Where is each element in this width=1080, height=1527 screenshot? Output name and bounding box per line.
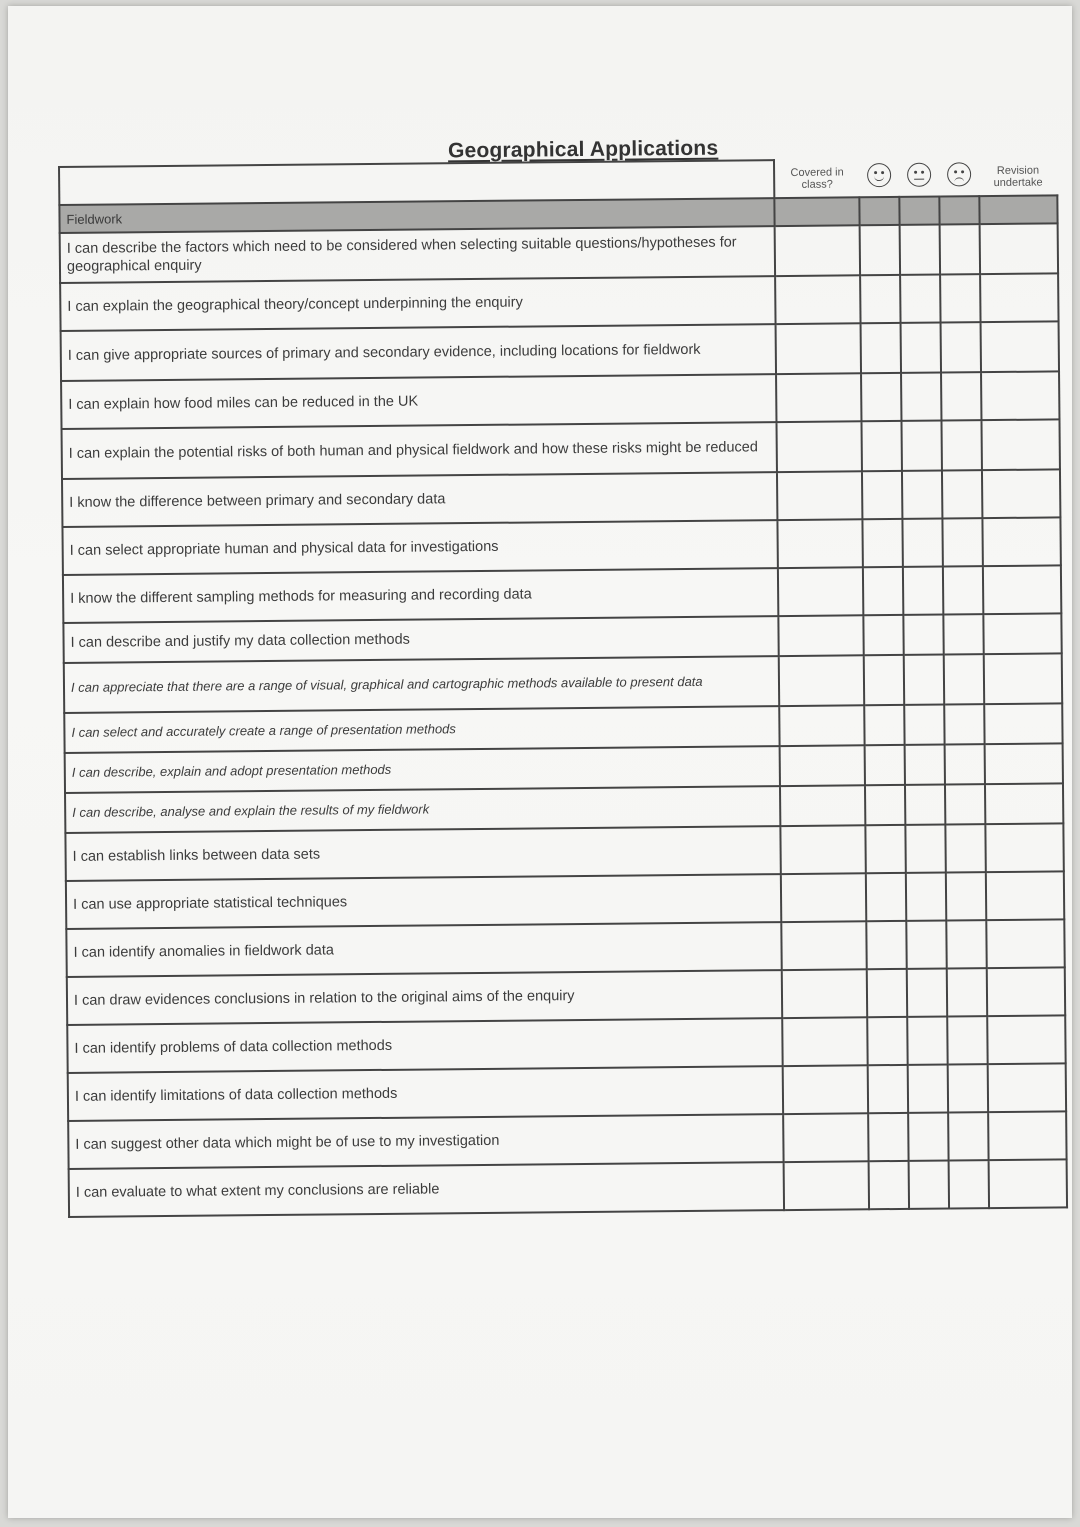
confident-checkbox-cell[interactable] bbox=[865, 825, 906, 873]
page-title: Geographical Applications bbox=[447, 136, 719, 163]
section-cell bbox=[899, 197, 939, 225]
covered-checkbox-cell[interactable] bbox=[779, 655, 864, 706]
not-confident-checkbox-cell[interactable] bbox=[946, 968, 987, 1016]
sad-face-header bbox=[939, 158, 979, 196]
unsure-checkbox-cell[interactable] bbox=[902, 519, 943, 567]
section-label: Fieldwork bbox=[59, 198, 775, 233]
covered-checkbox-cell[interactable] bbox=[776, 373, 861, 422]
statement-text: I can suggest other data which might be of use to my investigation bbox=[68, 1114, 784, 1169]
confident-checkbox-cell[interactable] bbox=[863, 655, 904, 705]
statement-text: I can describe, explain and adopt presentation methods bbox=[65, 746, 781, 793]
covered-checkbox-cell[interactable] bbox=[784, 1113, 869, 1162]
confident-checkbox-cell[interactable] bbox=[861, 373, 902, 421]
confident-checkbox-cell[interactable] bbox=[866, 921, 907, 969]
smiley-face-icon bbox=[867, 163, 891, 187]
statement-text: I can use appropriate statistical techniques bbox=[66, 874, 782, 929]
revision-checkbox-cell[interactable] bbox=[988, 1159, 1067, 1208]
confident-checkbox-cell[interactable] bbox=[862, 471, 903, 519]
statement-text: I can describe, analyse and explain the results of my fieldwork bbox=[65, 786, 781, 833]
covered-checkbox-cell[interactable] bbox=[780, 705, 865, 746]
unsure-checkbox-cell[interactable] bbox=[903, 567, 944, 615]
revision-checkbox-cell[interactable] bbox=[984, 743, 1063, 784]
covered-checkbox-cell[interactable] bbox=[777, 421, 862, 472]
statement-text: I can identify problems of data collection methods bbox=[67, 1018, 783, 1073]
revision-checkbox-cell[interactable] bbox=[987, 1063, 1066, 1112]
statement-text: I can give appropriate sources of primary and secondary evidence, including locations for fieldwork bbox=[61, 324, 777, 381]
covered-checkbox-cell[interactable] bbox=[780, 785, 865, 826]
statement-text: I can evaluate to what extent my conclusions are reliable bbox=[69, 1162, 785, 1217]
revision-checkbox-cell[interactable] bbox=[986, 919, 1065, 968]
not-confident-checkbox-cell[interactable] bbox=[943, 566, 984, 614]
unsure-checkbox-cell[interactable] bbox=[907, 1065, 948, 1113]
statement-text: I can describe the factors which need to be considered when selecting suitable questions/hypotheses for geographical enquiry bbox=[60, 226, 776, 283]
confident-checkbox-cell[interactable] bbox=[866, 969, 907, 1017]
worksheet-page bbox=[8, 6, 1072, 1518]
statement-text: I know the difference between primary and secondary data bbox=[62, 472, 778, 527]
statement-text: I can explain how food miles can be reduced in the UK bbox=[61, 374, 777, 429]
confident-checkbox-cell[interactable] bbox=[867, 1017, 908, 1065]
revision-checkbox-cell[interactable] bbox=[986, 871, 1065, 920]
statement-text: I know the different sampling methods for measuring and recording data bbox=[63, 568, 779, 623]
covered-checkbox-cell[interactable] bbox=[779, 615, 864, 656]
covered-checkbox-cell[interactable] bbox=[783, 1017, 868, 1066]
covered-checkbox-cell[interactable] bbox=[776, 323, 861, 374]
revision-checkbox-cell[interactable] bbox=[985, 783, 1064, 824]
not-confident-checkbox-cell[interactable] bbox=[948, 1160, 989, 1208]
unsure-checkbox-cell[interactable] bbox=[900, 275, 941, 323]
confident-checkbox-cell[interactable] bbox=[868, 1161, 909, 1209]
section-cell bbox=[939, 196, 979, 224]
covered-checkbox-cell[interactable] bbox=[780, 745, 865, 786]
neutral-face-header bbox=[899, 159, 939, 197]
not-confident-checkbox-cell[interactable] bbox=[939, 224, 980, 274]
unsure-checkbox-cell[interactable] bbox=[905, 825, 946, 873]
confident-checkbox-cell[interactable] bbox=[860, 323, 901, 373]
not-confident-checkbox-cell[interactable] bbox=[945, 824, 986, 872]
revision-checkbox-cell[interactable] bbox=[979, 223, 1058, 274]
section-cell bbox=[979, 195, 1057, 224]
smiley-face-header bbox=[859, 159, 899, 197]
confident-checkbox-cell[interactable] bbox=[861, 421, 902, 471]
unsure-checkbox-cell[interactable] bbox=[908, 1160, 949, 1208]
not-confident-checkbox-cell[interactable] bbox=[942, 470, 983, 518]
statement-text: I can appreciate that there are a range of visual, graphical and cartographic methods available to present data bbox=[64, 656, 780, 713]
covered-checkbox-cell[interactable] bbox=[783, 1065, 868, 1114]
not-confident-checkbox-cell[interactable] bbox=[947, 1064, 988, 1112]
revision-checkbox-cell[interactable] bbox=[983, 613, 1062, 654]
sad-face-icon bbox=[947, 162, 971, 186]
revision-checkbox-cell[interactable] bbox=[980, 321, 1059, 372]
unsure-checkbox-cell[interactable] bbox=[906, 969, 947, 1017]
revision-checkbox-cell[interactable] bbox=[983, 565, 1062, 614]
confident-checkbox-cell[interactable] bbox=[864, 705, 904, 745]
unsure-checkbox-cell[interactable] bbox=[900, 323, 941, 373]
covered-checkbox-cell[interactable] bbox=[777, 471, 862, 520]
revision-checkbox-cell[interactable] bbox=[987, 967, 1066, 1016]
not-confident-checkbox-cell[interactable] bbox=[943, 654, 984, 704]
unsure-checkbox-cell[interactable] bbox=[903, 655, 944, 705]
unsure-checkbox-cell[interactable] bbox=[905, 785, 945, 825]
confident-checkbox-cell[interactable] bbox=[865, 785, 905, 825]
confident-checkbox-cell[interactable] bbox=[868, 1113, 909, 1161]
confident-checkbox-cell[interactable] bbox=[867, 1065, 908, 1113]
not-confident-checkbox-cell[interactable] bbox=[946, 872, 987, 920]
not-confident-checkbox-cell[interactable] bbox=[940, 274, 981, 322]
unsure-checkbox-cell[interactable] bbox=[904, 745, 944, 785]
confident-checkbox-cell[interactable] bbox=[865, 873, 906, 921]
covered-in-class-header: Covered in class? bbox=[790, 165, 844, 191]
revision-undertaken-header: Revision undertake bbox=[993, 164, 1043, 189]
section-cell bbox=[859, 197, 899, 225]
not-confident-checkbox-cell[interactable] bbox=[944, 704, 984, 744]
unsure-checkbox-cell[interactable] bbox=[902, 471, 943, 519]
revision-checkbox-cell[interactable] bbox=[985, 823, 1064, 872]
checklist-table bbox=[58, 156, 1068, 1218]
unsure-checkbox-cell[interactable] bbox=[906, 921, 947, 969]
not-confident-checkbox-cell[interactable] bbox=[940, 322, 981, 372]
statement-text: I can draw evidences conclusions in relation to the original aims of the enquiry bbox=[67, 970, 783, 1025]
section-cell bbox=[775, 197, 859, 226]
confident-checkbox-cell[interactable] bbox=[860, 275, 901, 323]
statement-text: I can identify limitations of data collection methods bbox=[68, 1066, 784, 1121]
statement-text: I can select appropriate human and physical data for investigations bbox=[62, 520, 778, 575]
statement-text: I can explain the potential risks of both human and physical fieldwork and how these risks might be reduced bbox=[62, 422, 778, 479]
statement-text: I can describe and justify my data collection methods bbox=[63, 616, 779, 663]
covered-checkbox-cell[interactable] bbox=[782, 921, 867, 970]
statement-text: I can explain the geographical theory/concept underpinning the enquiry bbox=[60, 276, 776, 331]
revision-checkbox-cell[interactable] bbox=[987, 1015, 1066, 1064]
unsure-checkbox-cell[interactable] bbox=[905, 873, 946, 921]
neutral-face-icon bbox=[907, 163, 931, 187]
covered-checkbox-cell[interactable] bbox=[784, 1161, 869, 1210]
covered-checkbox-cell[interactable] bbox=[776, 275, 861, 324]
covered-checkbox-cell[interactable] bbox=[781, 825, 866, 874]
not-confident-checkbox-cell[interactable] bbox=[941, 420, 982, 470]
covered-checkbox-cell[interactable] bbox=[778, 519, 863, 568]
unsure-checkbox-cell[interactable] bbox=[904, 705, 944, 745]
covered-checkbox-cell[interactable] bbox=[775, 225, 860, 276]
table-row bbox=[69, 1159, 1067, 1217]
confident-checkbox-cell[interactable] bbox=[862, 567, 903, 615]
not-confident-checkbox-cell[interactable] bbox=[948, 1112, 989, 1160]
covered-checkbox-cell[interactable] bbox=[782, 969, 867, 1018]
revision-checkbox-cell[interactable] bbox=[981, 371, 1060, 420]
confident-checkbox-cell[interactable] bbox=[859, 225, 900, 275]
revision-checkbox-cell[interactable] bbox=[981, 419, 1060, 470]
unsure-checkbox-cell[interactable] bbox=[907, 1017, 948, 1065]
unsure-checkbox-cell[interactable] bbox=[899, 225, 940, 275]
revision-checkbox-cell[interactable] bbox=[982, 517, 1061, 566]
statement-text: I can identify anomalies in fieldwork data bbox=[66, 922, 782, 977]
revision-checkbox-cell[interactable] bbox=[980, 273, 1059, 322]
confident-checkbox-cell[interactable] bbox=[864, 745, 904, 785]
confident-checkbox-cell[interactable] bbox=[862, 519, 903, 567]
not-confident-checkbox-cell[interactable] bbox=[943, 614, 983, 654]
unsure-checkbox-cell[interactable] bbox=[903, 615, 943, 655]
revision-checkbox-cell[interactable] bbox=[984, 653, 1063, 704]
covered-checkbox-cell[interactable] bbox=[781, 873, 866, 922]
revision-checkbox-cell[interactable] bbox=[984, 703, 1063, 744]
unsure-checkbox-cell[interactable] bbox=[908, 1113, 949, 1161]
revision-checkbox-cell[interactable] bbox=[988, 1111, 1067, 1160]
not-confident-checkbox-cell[interactable] bbox=[941, 372, 982, 420]
covered-checkbox-cell[interactable] bbox=[778, 567, 863, 616]
not-confident-checkbox-cell[interactable] bbox=[946, 920, 987, 968]
unsure-checkbox-cell[interactable] bbox=[901, 421, 942, 471]
not-confident-checkbox-cell[interactable] bbox=[945, 784, 985, 824]
unsure-checkbox-cell[interactable] bbox=[901, 373, 942, 421]
statement-text: I can establish links between data sets bbox=[65, 826, 781, 881]
checklist-table-wrapper bbox=[58, 156, 1072, 1218]
confident-checkbox-cell[interactable] bbox=[863, 615, 903, 655]
not-confident-checkbox-cell[interactable] bbox=[942, 518, 983, 566]
not-confident-checkbox-cell[interactable] bbox=[944, 744, 984, 784]
statement-text: I can select and accurately create a range of presentation methods bbox=[64, 706, 780, 753]
not-confident-checkbox-cell[interactable] bbox=[947, 1016, 988, 1064]
revision-checkbox-cell[interactable] bbox=[982, 469, 1061, 518]
